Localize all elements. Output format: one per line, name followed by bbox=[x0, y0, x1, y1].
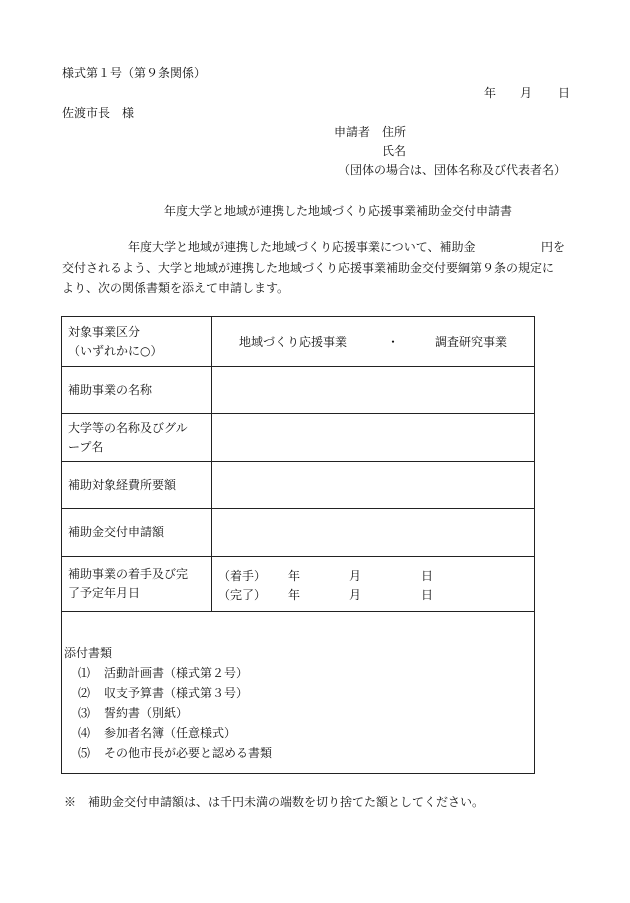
university-field[interactable] bbox=[212, 414, 535, 462]
period-label-line-2: 了予定年月日 bbox=[68, 586, 141, 600]
amount-label: 補助金交付申請額 bbox=[62, 509, 212, 557]
end-year: 年 bbox=[288, 588, 301, 602]
attachments-row bbox=[62, 612, 535, 774]
body-line-2: 交付されるよう、大学と地域が連携した地域づくり応援事業補助金交付要綱第９条の規定に bbox=[62, 261, 555, 275]
date-day: 日 bbox=[558, 86, 571, 100]
period-field[interactable] bbox=[212, 557, 535, 612]
end-day: 日 bbox=[421, 588, 434, 602]
address-label: 住所 bbox=[382, 125, 407, 139]
applicant-note: （団体の場合は、団体名称及び代表者名） bbox=[338, 163, 567, 177]
attachment-text: 収支予算書（様式第３号） bbox=[104, 685, 249, 700]
attachment-item bbox=[64, 703, 534, 723]
start-month: 月 bbox=[349, 569, 362, 583]
university-row bbox=[62, 414, 535, 462]
body-line-3: より、次の関係書類を添えて申請します。 bbox=[62, 281, 290, 295]
period-label bbox=[62, 557, 212, 612]
date-year: 年 bbox=[484, 86, 497, 100]
amount-field[interactable] bbox=[212, 509, 535, 557]
amount-row bbox=[62, 509, 535, 557]
project-name-field[interactable] bbox=[212, 367, 535, 414]
start-label: （着手） bbox=[218, 569, 267, 583]
attachment-number: ⑸ bbox=[78, 745, 91, 760]
end-month: 月 bbox=[349, 588, 362, 602]
footnote: ※ 補助金交付申請額は、は千円未満の端数を切り捨てた額としてください。 bbox=[64, 795, 485, 809]
category-option-regional[interactable]: 地域づくり応援事業 bbox=[238, 335, 347, 349]
form-number: 様式第１号（第９条関係） bbox=[62, 66, 207, 80]
category-label bbox=[62, 317, 212, 367]
application-table bbox=[61, 316, 535, 774]
attachments-title: 添付書類 bbox=[64, 645, 113, 660]
start-day: 日 bbox=[421, 569, 434, 583]
attachment-text: 参加者名簿（任意様式） bbox=[104, 725, 237, 740]
expense-label: 補助対象経費所要額 bbox=[62, 462, 212, 509]
attachment-text: その他市長が必要と認める書類 bbox=[104, 745, 273, 760]
applicant-label: 申請者 bbox=[334, 125, 371, 139]
attachment-item bbox=[64, 743, 534, 763]
period-row bbox=[62, 557, 535, 612]
body-line-1a: 年度大学と地域が連携した地域づくり応援事業について、補助金 bbox=[128, 240, 476, 254]
attachment-item bbox=[64, 723, 534, 743]
period-label-line-1: 補助事業の着手及び完 bbox=[68, 567, 189, 581]
expense-field[interactable] bbox=[212, 462, 535, 509]
attachment-item bbox=[64, 683, 534, 703]
end-date-line[interactable] bbox=[212, 584, 534, 603]
attachments-cell bbox=[62, 612, 535, 774]
start-year: 年 bbox=[288, 569, 301, 583]
category-options[interactable] bbox=[212, 317, 535, 367]
attachment-number: ⑷ bbox=[78, 725, 91, 740]
project-name-row bbox=[62, 367, 535, 414]
body-line-1b: 円を bbox=[541, 240, 566, 254]
expense-row bbox=[62, 462, 535, 509]
category-option-research[interactable]: 調査研究事業 bbox=[435, 335, 508, 349]
attachment-number: ⑵ bbox=[78, 685, 91, 700]
document-title: 年度大学と地域が連携した地域づくり応援事業補助金交付申請書 bbox=[164, 204, 513, 218]
category-label-line-1: 対象事業区分 bbox=[68, 324, 141, 339]
university-label bbox=[62, 414, 212, 462]
university-label-line-1: 大学等の名称及びグル bbox=[68, 420, 188, 435]
start-date-line[interactable] bbox=[212, 565, 534, 584]
name-label: 氏名 bbox=[382, 144, 407, 158]
category-separator: ・ bbox=[386, 335, 399, 349]
end-label: （完了） bbox=[218, 588, 267, 602]
attachment-text: 誓約書（別紙） bbox=[104, 705, 189, 720]
attachment-number: ⑴ bbox=[78, 665, 91, 680]
project-name-label: 補助事業の名称 bbox=[62, 367, 212, 414]
attachment-number: ⑶ bbox=[78, 705, 91, 720]
attachment-item bbox=[64, 663, 534, 683]
attachment-text: 活動計画書（様式第２号） bbox=[104, 665, 249, 680]
university-label-line-2: ープ名 bbox=[68, 439, 104, 454]
date-month: 月 bbox=[520, 86, 533, 100]
addressee: 佐渡市長 様 bbox=[62, 106, 135, 120]
category-row bbox=[62, 317, 535, 367]
category-label-line-2: （いずれかに○） bbox=[68, 343, 163, 358]
